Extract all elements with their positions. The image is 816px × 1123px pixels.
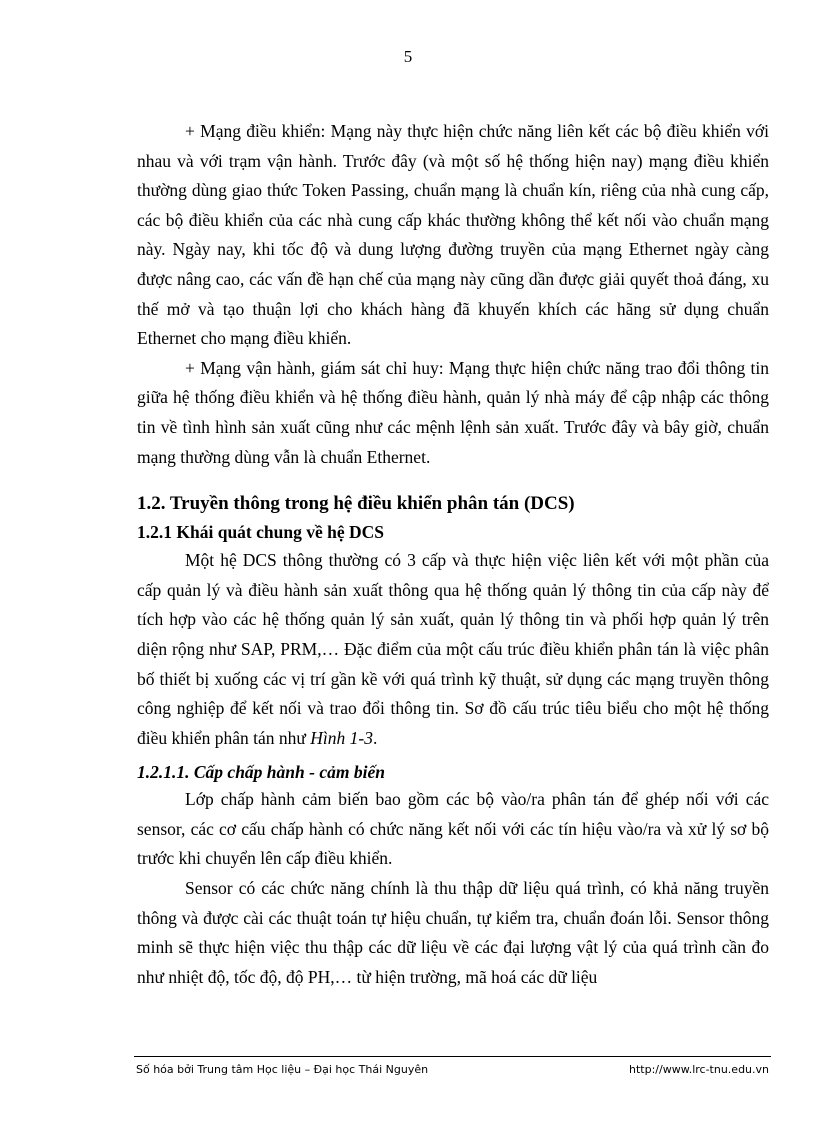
figure-reference: Hình 1-3	[310, 727, 373, 748]
paragraph-actuator-layer: Lớp chấp hành cảm biến bao gồm các bộ vào/ra phân tán để ghép nối với các sensor, các cơ cấu chấp hành có chức năng kết nối với các tín hiệu vào/ra và xử lý sơ bộ trước khi chuyển lên cấp điều khiển.	[137, 789, 769, 869]
section-heading-1-2: 1.2. Truyền thông trong hệ điều khiển phân tán (DCS)	[137, 493, 575, 515]
section-heading-1-2-1-1: 1.2.1.1. Cấp chấp hành - cảm biến	[137, 762, 385, 783]
section-heading-1-2-1: 1.2.1 Khái quát chung về hệ DCS	[137, 522, 384, 543]
dcs-overview-period: .	[372, 727, 378, 748]
paragraph-dcs-overview	[137, 546, 769, 753]
page-number: 5	[403, 47, 413, 66]
paragraph-sensor: Sensor có các chức năng chính là thu thập dữ liệu quá trình, có khả năng truyền thông và được cài các thuật toán tự hiệu chuẩn, tự kiểm tra, chuẩn đoán lỗi. Sensor thông minh sẽ thực hiện việc thu thập các dữ liệu về các đại lượng vật lý của quá trình cần đo như nhiệt độ, tốc độ, độ PH,… từ hiện trường, mã hoá các dữ liệu	[137, 878, 769, 987]
footer-credit: Số hóa bởi Trung tâm Học liệu – Đại học Thái Nguyên	[136, 1063, 429, 1076]
page-footer	[134, 1056, 771, 1076]
paragraph-control-network: + Mạng điều khiển: Mạng này thực hiện chức năng liên kết các bộ điều khiển với nhau và với trạm vận hành. Trước đây (và một số hệ thống hiện nay) mạng điều khiển thường dùng giao thức Token Passing, chuẩn mạng là chuẩn kín, riêng của nhà cung cấp, các bộ điều khiển của các nhà cung cấp khác thường không thể kết nối vào chuẩn mạng này. Ngày nay, khi tốc độ và dung lượng đường truyền của mạng Ethernet ngày càng được nâng cao, các vấn đề hạn chế của mạng này cũng dần được giải quyết thoả đáng, xu thế mở và tạo thuận lợi cho khách hàng đã khuyến khích các hãng sử dụng chuẩn Ethernet cho mạng điều khiển.	[137, 121, 769, 349]
paragraph-operation-network: + Mạng vận hành, giám sát chỉ huy: Mạng thực hiện chức năng trao đổi thông tin giữa hệ thống điều khiển và hệ thống điều hành, quản lý nhà máy để cập nhập các thông tin về tình hình sản xuất cũng như các mệnh lệnh sản xuất. Trước đây và bây giờ, chuẩn mạng thường dùng vẫn là chuẩn Ethernet.	[137, 357, 769, 467]
document-body	[137, 117, 769, 992]
dcs-overview-text: Một hệ DCS thông thường có 3 cấp và thực hiện việc liên kết với một phần của cấp quản lý và điều hành sản xuất thông qua hệ thống quản lý thông tin của cấp này để tích hợp vào các hệ thống quản lý sản xuất, quản lý thông tin và phối hợp quản lý trên diện rộng như SAP, PRM,… Đặc điểm của một cấu trúc điều khiển phân tán là việc phân bố thiết bị xuống các vị trí gần kề với quá trình kỹ thuật, sử dụng các mạng truyền thông công nghiệp để kết nối và trao đổi thông tin. Sơ đồ cấu trúc tiêu biểu cho một hệ thống điều khiển phân tán như	[137, 550, 769, 748]
footer-url: http://www.lrc-tnu.edu.vn	[629, 1063, 769, 1076]
